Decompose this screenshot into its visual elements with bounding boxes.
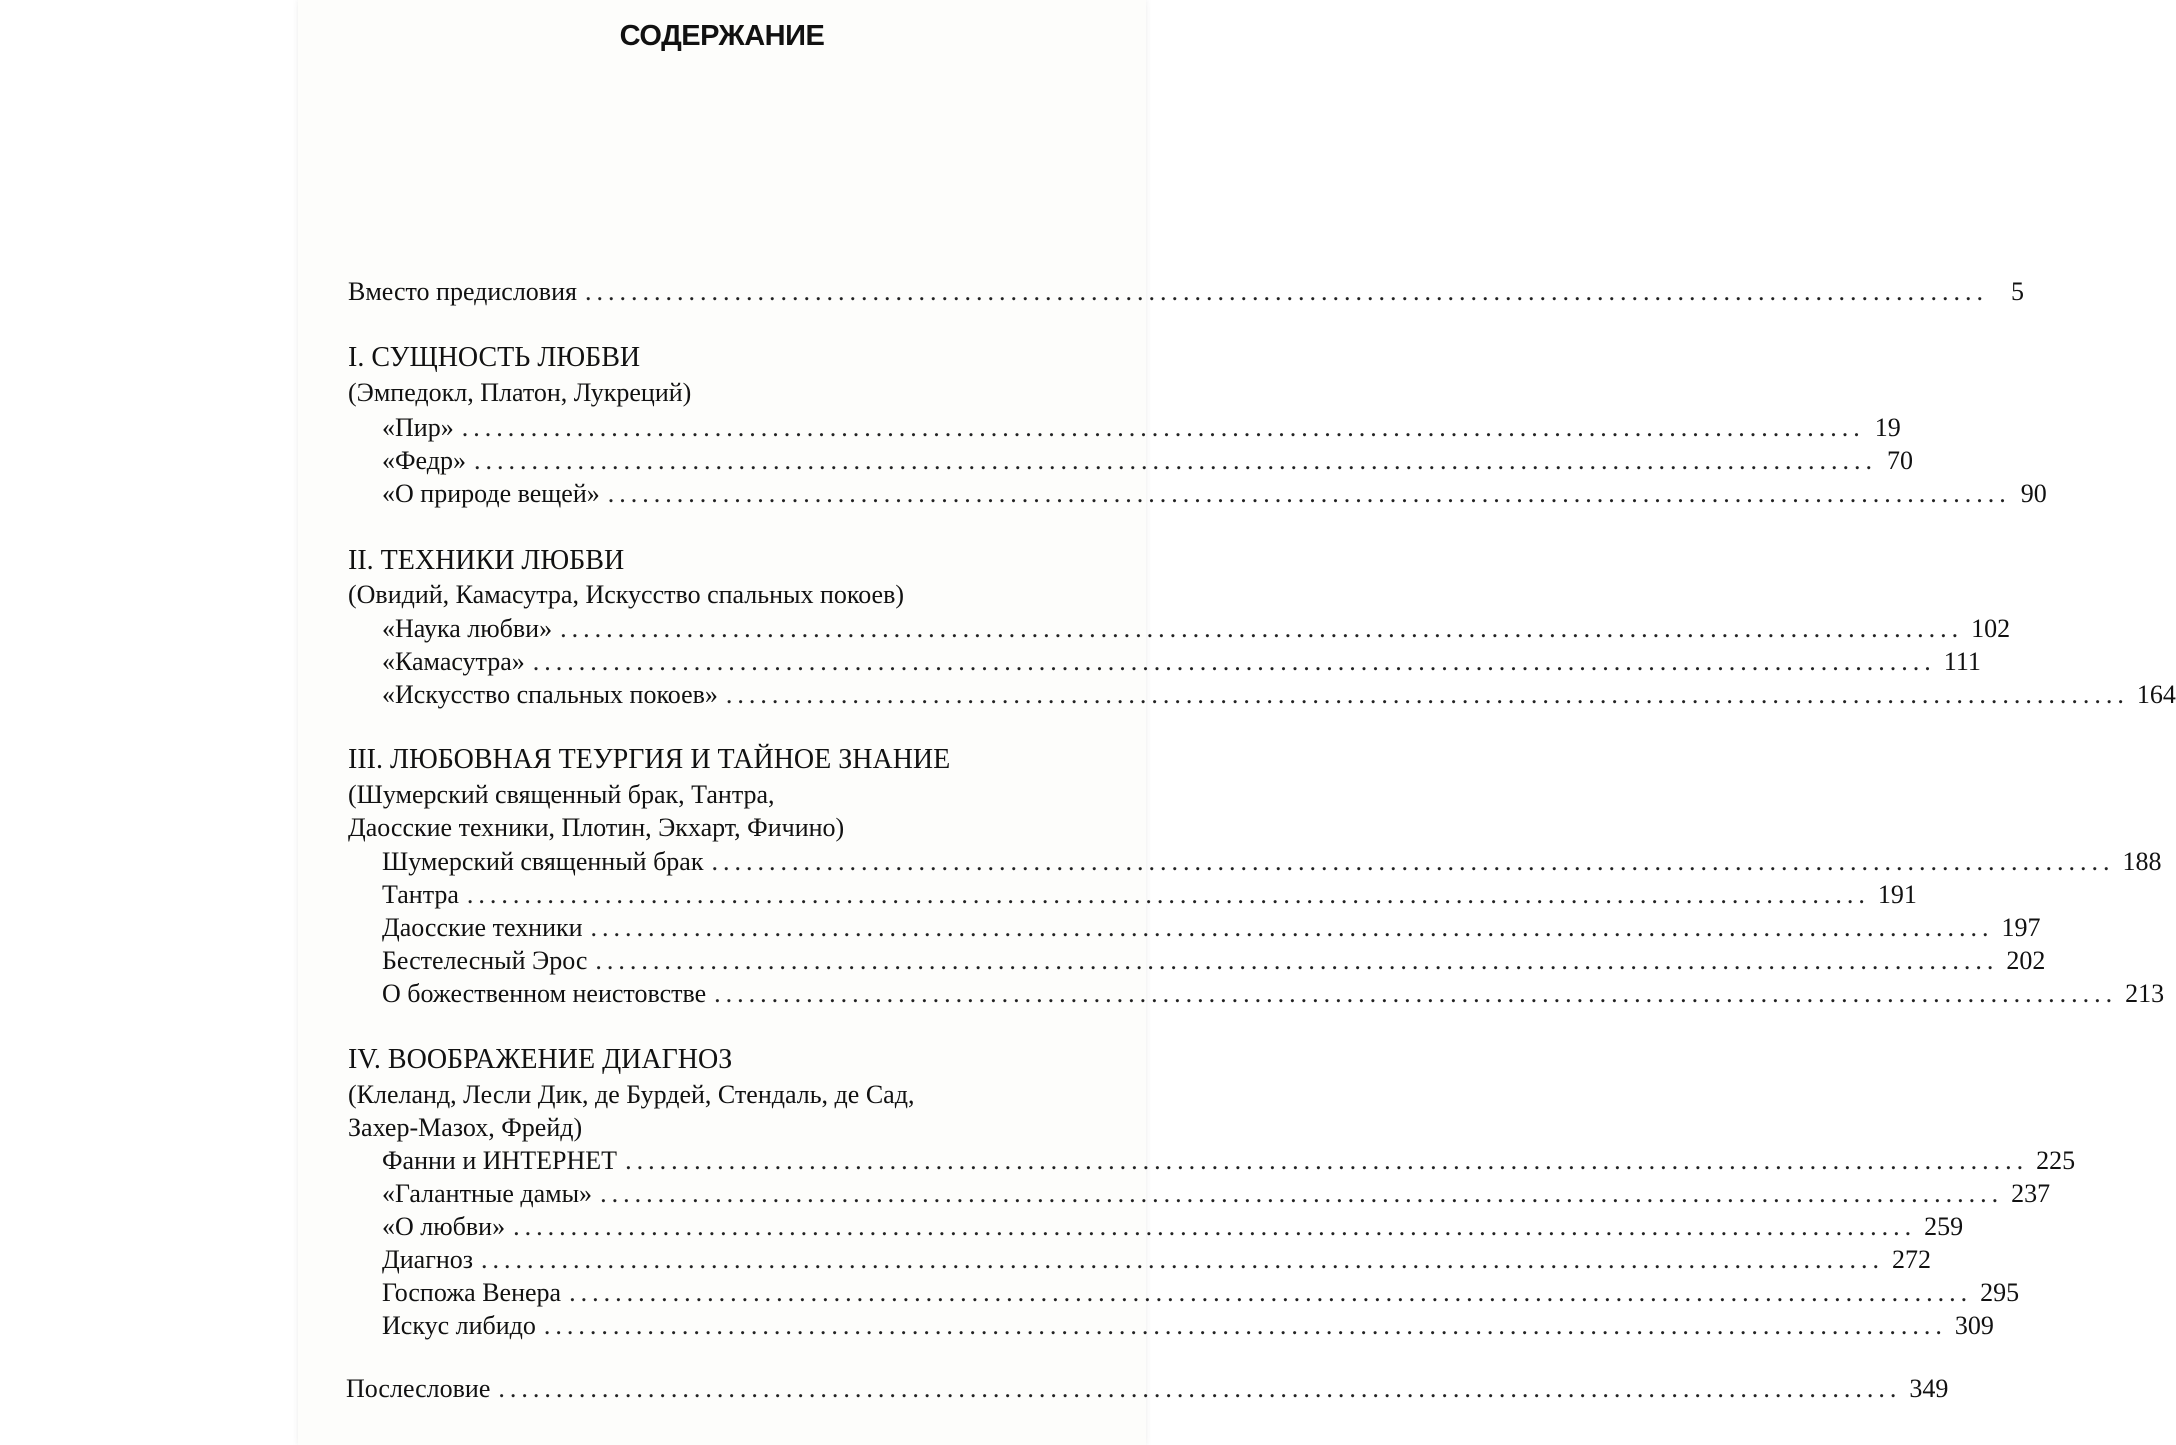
toc-entry <box>382 411 1901 445</box>
toc-entry <box>382 878 1917 912</box>
toc-entry-label: Шумерский священный брак <box>382 847 704 876</box>
toc-entry <box>382 477 2047 511</box>
toc-entry <box>382 1309 1994 1343</box>
toc-entry-page: 272 <box>1892 1245 1932 1274</box>
toc-entry-page: 111 <box>1943 647 1981 676</box>
leader-dots: .......................................................................................................................... <box>625 1146 2029 1175</box>
toc-entry-label: Бестелесный Эрос <box>382 946 588 975</box>
toc-entry <box>382 1210 1964 1244</box>
leader-dots: .......................................................................................................................... <box>600 1179 2004 1208</box>
leader-dots: .......................................................................................................................... <box>473 446 1877 475</box>
book-page <box>298 0 2176 1445</box>
leader-dots: .......................................................................................................................... <box>725 680 2129 709</box>
section-heading-1: I. СУЩНОСТЬ ЛЮБВИ <box>348 342 641 373</box>
toc-entry-page: 349 <box>1909 1374 1949 1403</box>
toc-entry <box>382 1144 2076 1178</box>
toc-entry-label: Послесловие <box>346 1374 491 1403</box>
toc-entry-label: Диагноз <box>382 1245 474 1274</box>
leader-dots: .......................................................................................................................... <box>543 1311 1947 1340</box>
toc-entry-page: 5 <box>2010 277 2024 306</box>
toc-entry-page: 102 <box>1971 614 2011 643</box>
toc-entry-label: Фанни и ИНТЕРНЕТ <box>382 1146 618 1175</box>
toc-entry-label: Даосские техники <box>382 913 583 942</box>
toc-entry-label: Тантра <box>382 880 459 909</box>
leader-dots: .......................................................................................................................... <box>595 946 1999 975</box>
section-subtitle-4: (Клеланд, Лесли Дик, де Бурдей, Стендаль, де Сад, <box>348 1080 915 1109</box>
leader-dots: .......................................................................................................................... <box>569 1278 1973 1307</box>
toc-entry-page: 197 <box>2001 913 2041 942</box>
leader-dots: .......................................................................................................................... <box>590 913 1994 942</box>
toc-entry-page: 213 <box>2125 979 2165 1008</box>
section-subtitle-3b: Даосские техники, Плотин, Экхарт, Фичино) <box>348 813 845 842</box>
toc-entry-label: «О любви» <box>382 1212 506 1241</box>
toc-entry <box>382 678 2176 712</box>
toc-entry-page: 225 <box>2036 1146 2076 1175</box>
leader-dots: .......................................................................................................................... <box>498 1374 1902 1403</box>
toc-entry <box>382 845 2162 879</box>
section-subtitle-1: (Эмпедокл, Платон, Лукреций) <box>348 378 692 407</box>
leader-dots: .......................................................................................................................... <box>714 979 2118 1008</box>
section-heading-3: III. ЛЮБОВНАЯ ТЕУРГИЯ И ТАЙНОЕ ЗНАНИЕ <box>348 744 951 775</box>
toc-entry-label: «Искусство спальных покоев» <box>382 680 718 709</box>
toc-entry <box>382 444 1913 478</box>
toc-entry-page: 191 <box>1877 880 1917 909</box>
toc-entry-label: Вместо предисловия <box>348 277 577 306</box>
toc-entry <box>382 645 1981 679</box>
toc-entry-label: «О природе вещей» <box>382 479 600 508</box>
toc-entry <box>382 944 2046 978</box>
section-subtitle-3: (Шумерский священный брак, Тантра, <box>348 780 775 809</box>
toc-entry <box>382 612 2011 646</box>
toc-entry-page: 259 <box>1924 1212 1964 1241</box>
leader-dots: .......................................................................................................................... <box>711 847 2115 876</box>
leader-dots: .......................................................................................................................... <box>560 614 1964 643</box>
leader-dots: .......................................................................................................................... <box>607 479 2011 508</box>
toc-entry-afterword <box>346 1372 1949 1406</box>
toc-entry <box>382 977 2165 1011</box>
leader-dots: .......................................................................................................................... <box>461 413 1865 442</box>
toc-entry-page: 237 <box>2011 1179 2051 1208</box>
toc-entry <box>382 911 2041 945</box>
leader-dots: .......................................................................................................................... <box>513 1212 1917 1241</box>
toc-entry-page: 295 <box>1980 1278 2020 1307</box>
leader-dots: .......................................................................................................................... <box>532 647 1936 676</box>
toc-entry-page: 188 <box>2122 847 2162 876</box>
section-heading-2: II. ТЕХНИКИ ЛЮБВИ <box>348 545 625 576</box>
section-subtitle-2: (Овидий, Камасутра, Искусство спальных покоев) <box>348 580 905 609</box>
toc-entry-page: 70 <box>1886 446 1913 475</box>
leader-dots: .......................................................................................................................... <box>584 277 1988 306</box>
toc-entry-label: «Федр» <box>382 446 466 475</box>
toc-entry-page: 90 <box>2020 479 2047 508</box>
toc-entry-page: 202 <box>2006 946 2046 975</box>
section-subtitle-4b: Захер-Мазох, Фрейд) <box>348 1113 583 1142</box>
toc-entry-label: Искус либидо <box>382 1311 536 1340</box>
toc-entry-label: «Пир» <box>382 413 454 442</box>
leader-dots: .......................................................................................................................... <box>481 1245 1885 1274</box>
toc-entry-label: О божественном неистовстве <box>382 979 707 1008</box>
page-title: СОДЕРЖАНИЕ <box>619 20 825 52</box>
toc-entry-label: «Наука любви» <box>382 614 553 643</box>
toc-entry <box>382 1276 2020 1310</box>
toc-entry <box>382 1243 1932 1277</box>
toc-entry-label: «Галантные дамы» <box>382 1179 593 1208</box>
toc-entry-label: «Камасутра» <box>382 647 525 676</box>
leader-dots: .......................................................................................................................... <box>466 880 1870 909</box>
toc-entry-preface <box>348 275 2024 309</box>
toc-entry-page: 19 <box>1874 413 1901 442</box>
toc-entry-label: Госпожа Венера <box>382 1278 562 1307</box>
toc-entry-page: 164 <box>2136 680 2176 709</box>
toc-entry-page: 309 <box>1954 1311 1994 1340</box>
section-heading-4: IV. ВООБРАЖЕНИЕ ДИАГНОЗ <box>348 1044 733 1075</box>
toc-entry <box>382 1177 2051 1211</box>
